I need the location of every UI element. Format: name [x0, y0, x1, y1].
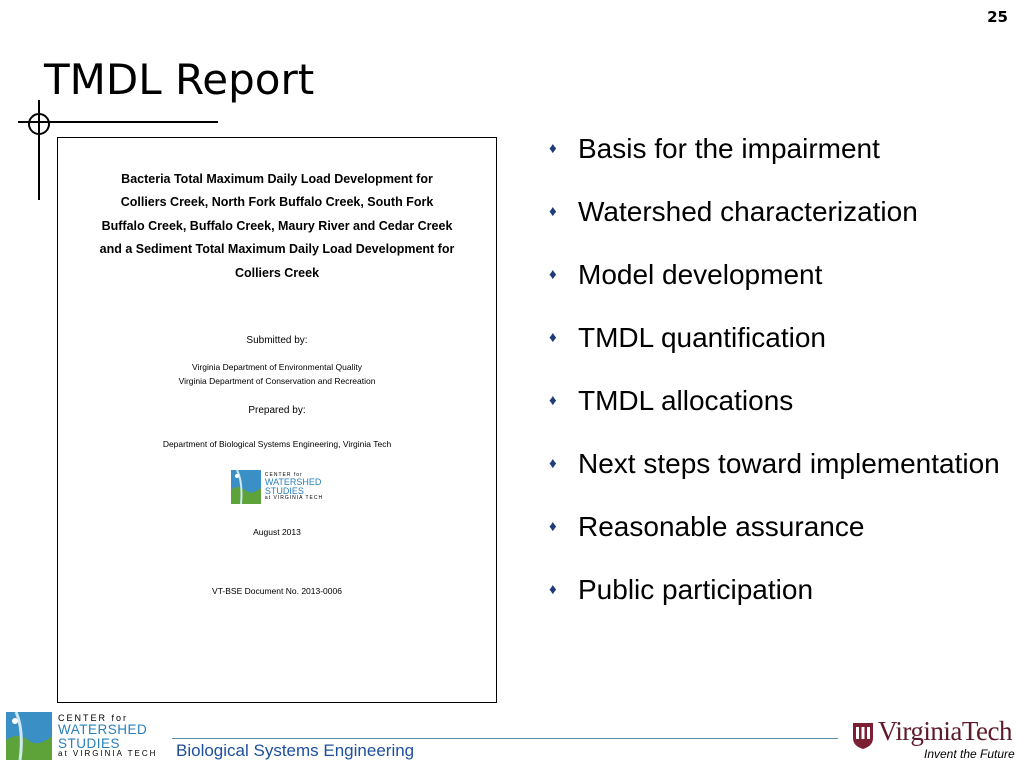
footer-divider — [172, 738, 838, 739]
cws-small-line4: at VIRGINIA TECH — [264, 495, 324, 502]
bullet-list — [545, 124, 1005, 628]
submitted-by-agency: Virginia Department of Conservation and Recreation — [178, 376, 376, 387]
virginia-tech-logo — [852, 718, 1022, 764]
diamond-bullet-icon: ♦ — [549, 392, 557, 409]
watershed-map-icon — [6, 712, 52, 760]
bullet-item: ♦ TMDL allocations — [545, 376, 1005, 425]
footer-department: Biological Systems Engineering — [176, 741, 415, 760]
cws-small-line2: WATERSHED — [264, 477, 322, 488]
diamond-bullet-icon: ♦ — [549, 518, 557, 535]
bullet-item: ♦ Public participation — [545, 565, 1005, 614]
bullet-item: ♦ Basis for the impairment — [545, 124, 1005, 173]
cws-small-line3: STUDIES — [264, 486, 304, 497]
vt-tagline: Invent the Future — [924, 747, 1015, 761]
cws-line1: CENTER for — [58, 713, 129, 723]
diamond-bullet-icon: ♦ — [549, 203, 557, 220]
report-doc-number: VT-BSE Document No. 2013-0006 — [212, 586, 342, 597]
diamond-bullet-icon: ♦ — [549, 140, 557, 157]
diamond-bullet-icon: ♦ — [549, 455, 557, 472]
bullet-item: ♦ TMDL quantification — [545, 313, 1005, 362]
report-title: Bacteria Total Maximum Daily Load Development for Colliers Creek, North Fork Buffalo Creek, South Fork Buffalo Creek, Buffalo Creek, Maury River and Cedar Creek and a Sediment Total Maximum Daily Load Development for Colliers Creek — [99, 172, 455, 280]
bullet-item: ♦ Watershed characterization — [545, 187, 1005, 236]
cws-line4: at VIRGINIA TECH — [58, 749, 158, 758]
vt-shield-icon — [852, 722, 874, 750]
diamond-bullet-icon: ♦ — [549, 266, 557, 283]
diamond-bullet-icon: ♦ — [549, 581, 557, 598]
watershed-map-icon — [231, 470, 261, 504]
bullet-item: ♦ Model development — [545, 250, 1005, 299]
vt-name: VirginiaTech — [878, 716, 1012, 746]
prepared-by-dept: Department of Biological Systems Engineering, Virginia Tech — [162, 439, 392, 450]
cws-line3: STUDIES — [58, 735, 121, 751]
report-date: August 2013 — [253, 527, 301, 538]
page-number: 25 — [987, 8, 1008, 26]
bullet-item: ♦ Reasonable assurance — [545, 502, 1005, 551]
cws-footer-logo — [6, 712, 157, 760]
bullet-item: ♦ Next steps toward implementation — [545, 439, 1005, 488]
cws-logo-small — [58, 470, 496, 504]
diamond-bullet-icon: ♦ — [549, 329, 557, 346]
prepared-by-label: Prepared by: — [248, 405, 306, 417]
submitted-by-agency: Virginia Department of Environmental Quality — [192, 362, 362, 373]
submitted-by-label: Submitted by: — [246, 335, 308, 347]
cws-line2: WATERSHED — [58, 722, 148, 737]
slide-title: TMDL Report — [44, 55, 315, 104]
cws-small-line1: CENTER for — [264, 472, 303, 479]
report-cover-image — [57, 137, 497, 703]
